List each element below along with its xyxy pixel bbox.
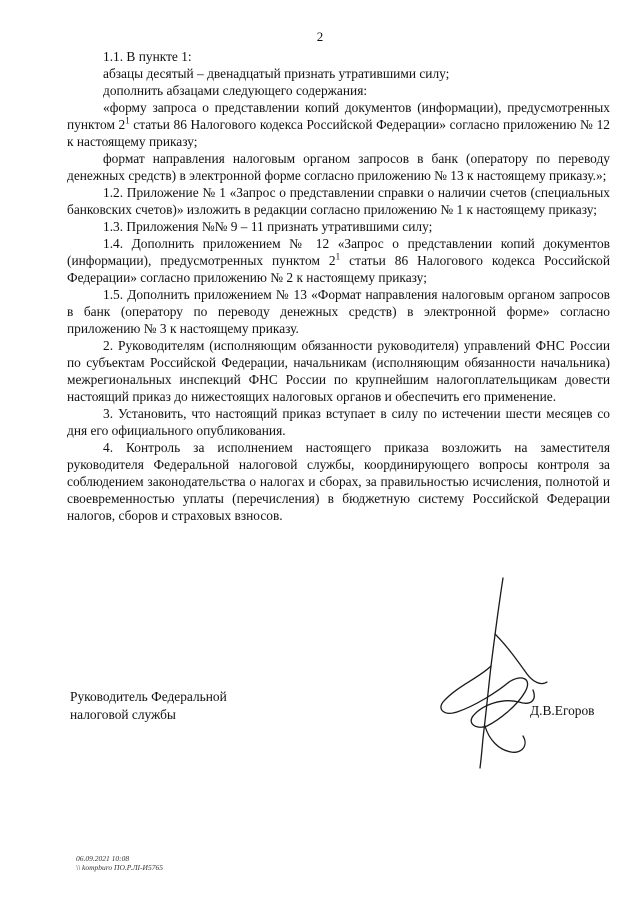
signatory-title-line: налоговой службы	[70, 707, 176, 722]
paragraph-text: «форму запроса о представлении копий документов (информации), предусмотренных пунктом 2	[67, 100, 610, 132]
signatory-title-line: Руководитель Федеральной	[70, 689, 227, 704]
document-footer	[76, 854, 163, 872]
paragraph: 1.2. Приложение № 1 «Запрос о представлении справки о наличии счетов (специальных банковских счетов)» изложить в редакции согласно приложению № 1 к настоящему приказу;	[67, 185, 610, 217]
paragraph: 2. Руководителям (исполняющим обязанности руководителя) управлений ФНС России по субъектам Российской Федерации, начальникам (исполняющим обязанности начальника) межрегиональных инспекций ФНС России по крупнейшим налогоплательщикам довести настоящий приказ до нижестоящих налоговых органов и обеспечить его применение.	[67, 338, 610, 404]
superscript: 1	[125, 115, 130, 126]
signatory-name: Д.В.Егоров	[530, 703, 595, 718]
paragraph	[67, 235, 610, 286]
paragraph: абзацы десятый – двенадцатый признать утратившими силу;	[103, 66, 450, 81]
footer-code: \\ kompburo ПО.Р.ЛІ-И5765	[76, 863, 163, 872]
paragraph: 1.3. Приложения №№ 9 – 11 признать утратившими силу;	[103, 219, 433, 234]
paragraph-text: статьи 86 Налогового кодекса Российской Федерации» согласно приложению № 2 к настоящему приказу;	[67, 253, 610, 285]
paragraph: 3. Установить, что настоящий приказ вступает в силу по истечении шести месяцев со дня его официального опубликования.	[67, 406, 610, 438]
handwritten-signature	[437, 574, 549, 770]
paragraph: 1.5. Дополнить приложением № 13 «Формат направления налоговым органом запросов в банк (оператору по переводу денежных средств) в электронной форме» согласно приложению № 3 к настоящему приказу.	[67, 287, 610, 336]
paragraph: дополнить абзацами следующего содержания:	[103, 83, 368, 98]
page-number: 2	[316, 29, 324, 44]
signatory-title	[70, 688, 227, 724]
superscript: 1	[335, 251, 341, 262]
paragraph-text: 1.4. Дополнить приложением № 12 «Запрос о представлении копий документов (информации), предусмотренных пунктом 2	[67, 236, 610, 268]
paragraph: 1.1. В пункте 1:	[103, 49, 192, 64]
document-body	[67, 48, 610, 524]
paragraph	[67, 99, 610, 150]
paragraph-text: статьи 86 Налогового кодекса Российской Федерации» согласно приложению № 12 к настоящему приказу;	[67, 117, 610, 149]
paragraph: формат направления налоговым органом запросов в банк (оператору по переводу денежных средств) в электронной форме согласно приложению № 13 к настоящему приказу.»;	[67, 151, 610, 183]
footer-date: 06.09.2021 10:08	[76, 854, 130, 863]
paragraph: 4. Контроль за исполнением настоящего приказа возложить на заместителя руководителя Федеральной налоговой службы, координирующего вопросы контроля за соблюдением законодательства о налогах и сборах, за правильностью исчисления, полнотой и своевременностью уплаты (перечисления) в бюджетную систему Российской Федерации налогов, сборов и страховых взносов.	[67, 440, 610, 523]
